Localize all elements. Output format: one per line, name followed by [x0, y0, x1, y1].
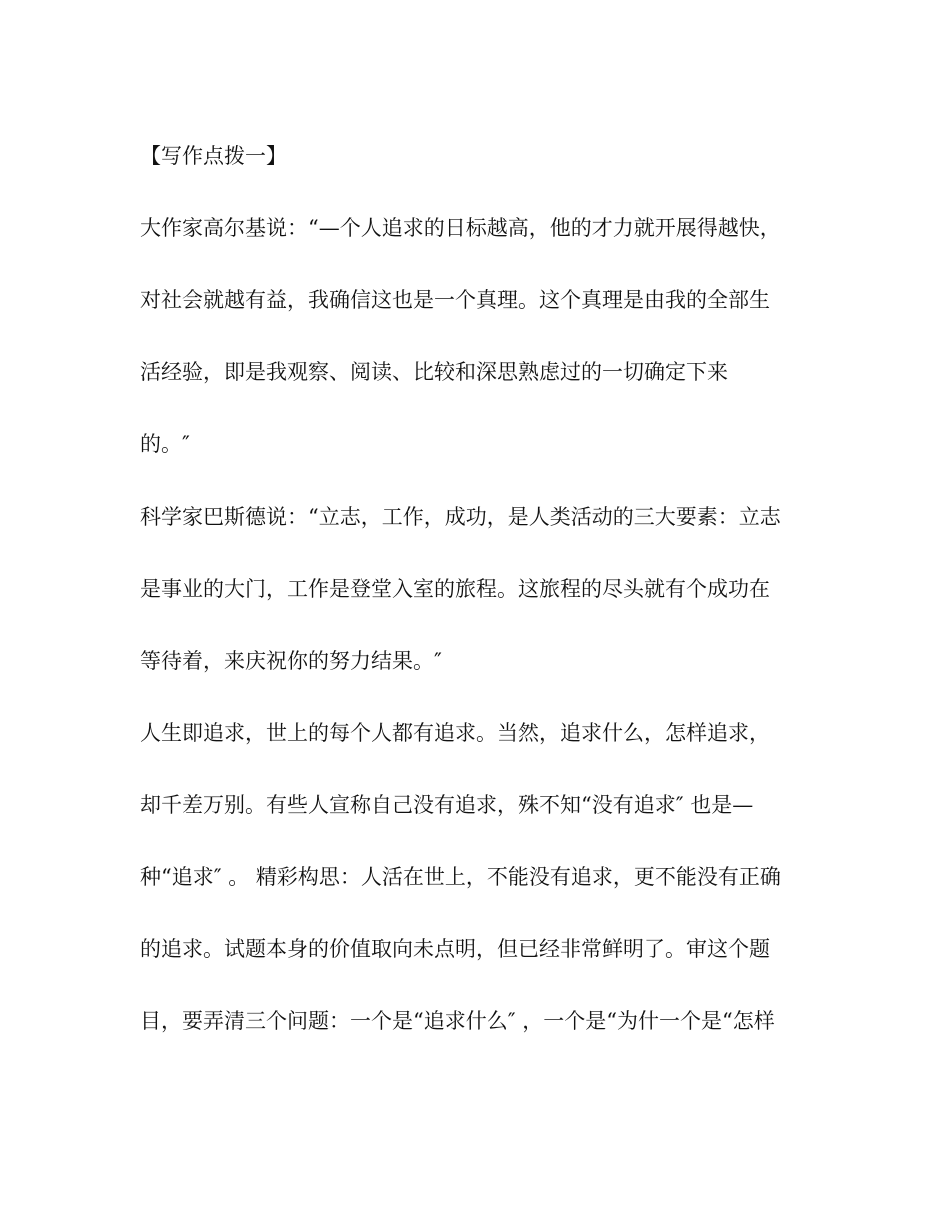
- text-line-4: 的。″: [140, 432, 190, 456]
- text-line-7: 等待着，来庆祝你的努力结果。″: [140, 649, 442, 673]
- section-heading: 【写作点拨一】: [140, 144, 287, 168]
- text-line-2: 对社会就越有益，我确信这也是一个真理。这个真理是由我的全部生: [140, 288, 770, 312]
- text-line-9: 却千差万别。有些人宣称自己没有追求，殊不知“没有追求″ 也是—: [140, 793, 754, 817]
- text-line-5: 科学家巴斯德说：“立志，工作，成功，是人类活动的三大要素：立志: [140, 505, 781, 529]
- text-line-6: 是事业的大门，工作是登堂入室的旅程。这旅程的尽头就有个成功在: [140, 577, 770, 601]
- text-line-3: 活经验，即是我观察、阅读、比较和深思熟虑过的一切确定下来: [140, 360, 728, 384]
- text-line-12: 目，要弄清三个问题：一个是“追求什么″ ，一个是“为什一个是“怎样: [140, 1009, 775, 1033]
- text-line-10: 种“追求″ 。 精彩构思：人活在世上，不能没有追求，更不能没有正确: [140, 865, 781, 889]
- text-line-11: 的追求。试题本身的价值取向未点明，但已经非常鲜明了。审这个题: [140, 937, 770, 961]
- text-line-8: 人生即追求，世上的每个人都有追求。当然，追求什么，怎样追求，: [140, 721, 770, 745]
- text-line-1: 大作家高尔基说：“—个人追求的日标越高，他的才力就开展得越快，: [140, 216, 781, 240]
